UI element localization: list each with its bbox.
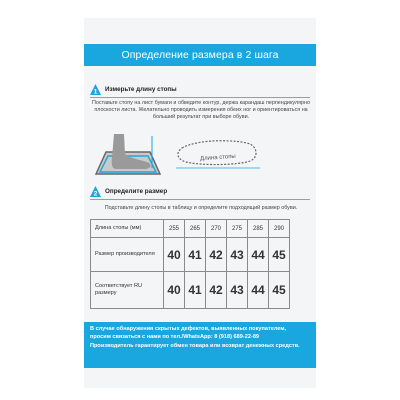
length-cell: 275 [227, 220, 248, 238]
table-row-manufacturer-size [91, 238, 290, 272]
footer-line-2: просим связаться с нами по тел./WhatsApp: 8 (918) 689-22-89 [90, 334, 260, 341]
step-1-header [90, 84, 177, 95]
length-cell: 270 [206, 220, 227, 238]
size-cell: 41 [185, 272, 206, 309]
size-cell: 40 [164, 272, 185, 309]
foot-measurement-illustration [90, 128, 312, 182]
length-cell: 265 [185, 220, 206, 238]
size-cell: 43 [227, 238, 248, 272]
svg-text:1: 1 [93, 88, 98, 95]
step-2-title: Определите размер [105, 188, 168, 195]
size-cell: 40 [164, 238, 185, 272]
length-cell: 285 [248, 220, 269, 238]
svg-text:2: 2 [93, 190, 98, 197]
size-cell: 45 [269, 238, 290, 272]
step-2-triangle-icon [90, 186, 101, 197]
step-1-divider [90, 97, 310, 98]
footer-line-1: В случае обнаружения скрытых дефектов, выявленных покупателем, [90, 326, 287, 332]
step-2-instructions: Подставьте длину стопы в таблицу и определите подходящий размер обуви. [104, 205, 298, 211]
length-cell: 290 [269, 220, 290, 238]
title-banner [84, 44, 316, 66]
row-label-manufacturer-size: Размер производителя [91, 238, 164, 272]
step-1-instructions: Поставьте стопу на лист бумаги и обведите контур, держа карандаш перпендикулярно плоскости листа. Желательно проводить измерения обеих ног и ориентироваться на больший результат при выборе обуви. [92, 100, 310, 120]
foot-on-paper-icon [96, 134, 160, 174]
row-label-foot-length: Длина стопы (мм) [91, 220, 164, 238]
size-cell: 42 [206, 272, 227, 309]
foot-length-label: Длина стопы [199, 153, 237, 163]
table-row-foot-length [91, 220, 290, 238]
table-row-ru-size [91, 272, 290, 309]
banner-title: Определение размера в 2 шага [121, 49, 279, 61]
length-cell: 255 [164, 220, 185, 238]
size-cell: 42 [206, 238, 227, 272]
step-1-title: Измерьте длину стопы [105, 86, 177, 93]
footer-line-3: Производитель гарантирует обмен товара или возврат денежных средств. [90, 342, 300, 349]
step-1-triangle-icon [90, 84, 101, 95]
size-cell: 44 [248, 272, 269, 309]
step-2-divider [90, 199, 310, 200]
size-cell: 43 [227, 272, 248, 309]
size-cell: 44 [248, 238, 269, 272]
size-chart-table [90, 219, 290, 309]
step-2-header [90, 186, 167, 197]
size-cell: 45 [269, 272, 290, 309]
row-label-ru-size: Соответствует RU размеру [91, 272, 164, 309]
size-cell: 41 [185, 238, 206, 272]
footer-notice [90, 325, 316, 350]
